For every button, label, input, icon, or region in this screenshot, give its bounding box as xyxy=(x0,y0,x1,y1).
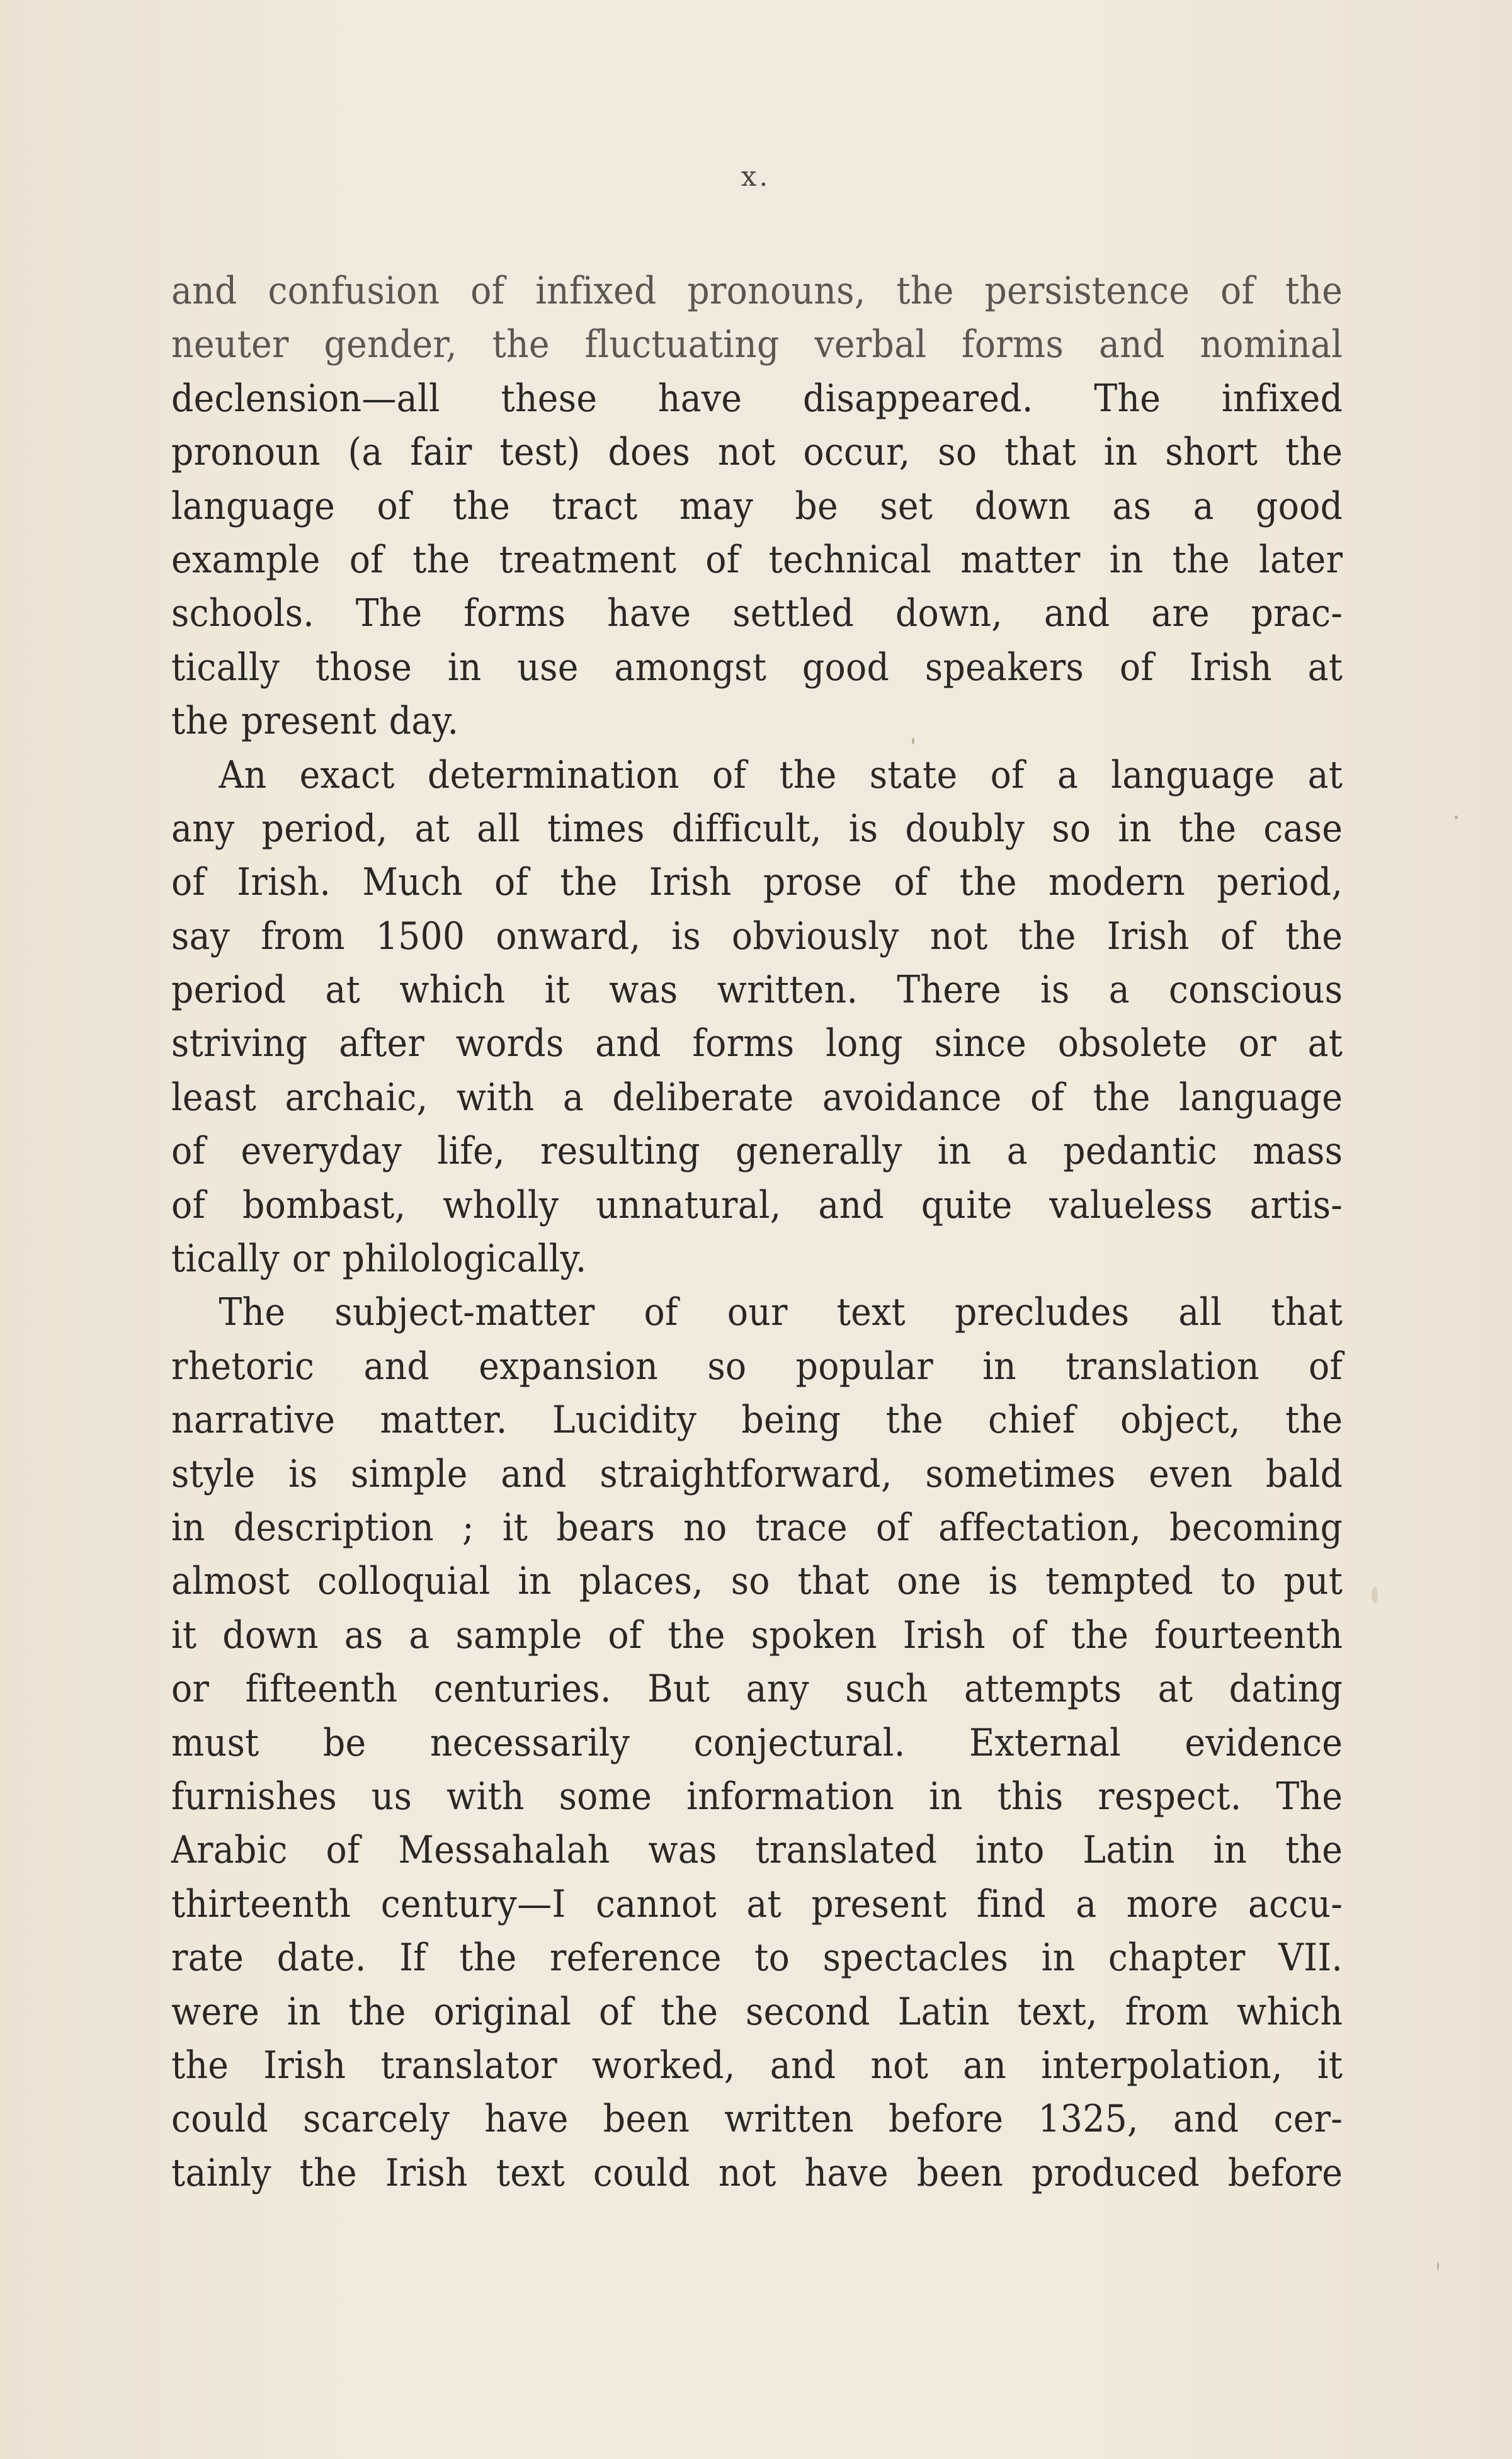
text-line: were in the original of the second Latin text, from which xyxy=(171,1989,1343,2034)
text-line: tically those in use amongst good speakers of Irish at xyxy=(171,645,1343,690)
text-line: of Irish. Much of the Irish prose of the modern period, xyxy=(171,860,1343,905)
text-line: The subject-matter of our text precludes all that xyxy=(219,1290,1343,1335)
text-line: An exact determination of the state of a language at xyxy=(219,752,1343,797)
text-line: neuter gender, the fluctuating verbal forms and nominal xyxy=(171,322,1343,367)
text-line: could scarcely have been written before 1325, and cer- xyxy=(171,2097,1343,2142)
text-line: rate date. If the reference to spectacles in chapter VII. xyxy=(171,1936,1343,1980)
text-line: striving after words and forms long since obsolete or at xyxy=(171,1021,1343,1066)
text-line: almost colloquial in places, so that one is tempted to put xyxy=(171,1559,1343,1604)
paragraph xyxy=(171,749,1343,1286)
text-line: in description ; it bears no trace of affectation, becoming xyxy=(171,1505,1343,1550)
text-line: schools. The forms have settled down, and are prac- xyxy=(171,591,1343,636)
text-line: of everyday life, resulting generally in a pedantic mass xyxy=(171,1129,1343,1174)
paragraph xyxy=(171,1286,1343,2200)
text-line: must be necessarily conjectural. External evidence xyxy=(171,1720,1343,1765)
text-line: any period, at all times difficult, is doubly so in the case xyxy=(171,806,1343,851)
text-line: style is simple and straightforward, sometimes even bald xyxy=(171,1451,1343,1496)
text-line: and confusion of infixed pronouns, the persistence of the xyxy=(171,269,1343,313)
paper-speck xyxy=(1455,815,1458,819)
paragraph xyxy=(171,264,1343,749)
text-line: the Irish translator worked, and not an interpolation, it xyxy=(171,2043,1343,2087)
text-line: declension—all these have disappeared. The infixed xyxy=(171,376,1343,421)
text-line: it down as a sample of the spoken Irish of the fourteenth xyxy=(171,1613,1343,1657)
paper-speck xyxy=(1437,2262,1439,2271)
text-line: language of the tract may be set down as a good xyxy=(171,484,1343,528)
text-line: furnishes us with some information in this respect. The xyxy=(171,1774,1343,1819)
text-line: example of the treatment of technical matter in the later xyxy=(171,537,1343,582)
text-line: rhetoric and expansion so popular in translation of xyxy=(171,1344,1343,1389)
text-line: thirteenth century—I cannot at present find a more accu- xyxy=(171,1882,1343,1926)
text-line: least archaic, with a deliberate avoidance of the language xyxy=(171,1075,1343,1120)
text-line: the present day. xyxy=(171,699,459,744)
page-number: x. xyxy=(741,161,771,193)
paper-speck xyxy=(912,738,914,744)
text-line: or fifteenth centuries. But any such attempts at dating xyxy=(171,1667,1343,1712)
text-line: period at which it was written. There is a conscious xyxy=(171,968,1343,1013)
paper-speck xyxy=(1372,1587,1378,1603)
text-line: tainly the Irish text could not have been produced before xyxy=(171,2150,1343,2195)
text-line: narrative matter. Lucidity being the chief object, the xyxy=(171,1398,1343,1443)
text-line: tically or philologically. xyxy=(171,1237,587,1281)
text-line: pronoun (a fair test) does not occur, so that in short the xyxy=(171,430,1343,475)
text-line: of bombast, wholly unnatural, and quite valueless artis- xyxy=(171,1183,1343,1227)
text-line: Arabic of Messahalah was translated into Latin in the xyxy=(171,1828,1343,1873)
body-text xyxy=(171,264,1343,2200)
text-line: say from 1500 onward, is obviously not the Irish of the xyxy=(171,914,1343,958)
